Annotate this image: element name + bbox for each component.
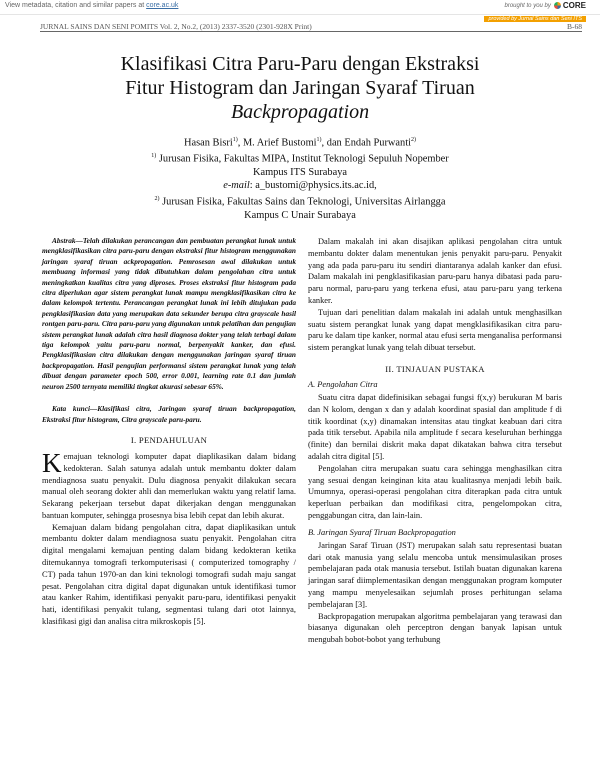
header-rule (40, 31, 582, 32)
email-address: : a_bustomi@physics.its.ac.id, (249, 180, 377, 192)
paper-title (40, 52, 560, 124)
intro-paragraph-1 (42, 447, 296, 522)
section-heading-tinjauan: II. TINJAUAN PUSTAKA (385, 363, 485, 374)
title-line-2: Fitur Histogram dan Jaringan Syaraf Tiruan (125, 77, 475, 99)
title-line-3 (40, 100, 560, 124)
running-head (40, 22, 582, 31)
core-banner (0, 0, 600, 15)
subsection-heading-b: B. Jaringan Syaraf Tiruan Backpropagation (308, 527, 456, 537)
author-names (40, 134, 560, 150)
author-2: , M. Arief Bustomi (237, 137, 317, 149)
author-1: Hasan Bisri (183, 137, 233, 149)
core-link[interactable]: core.ac.uk (146, 2, 179, 9)
email-line (40, 179, 560, 193)
provided-by-text[interactable]: provided by Jurnal Sains dan Seni ITS (484, 16, 586, 22)
author-3-sup: 2) (411, 137, 417, 143)
author-3: , dan Endah Purwanti (321, 137, 412, 149)
core-brought-text: brought to you by (504, 2, 551, 9)
right-paragraph-5: Jaringan Saraf Tiruan (JST) merupakan salah satu representasi buatan dari otak manusia yang selalu mencoba untuk mensimulasikan proses pembelajaran pada otak manusia tersebut. Istilah buatan digunakan karena jaringan saraf diimplementasikan dengan menggunakan program komputer yang mampu menyelesaikan sejumlah proses perhitungan selama pembelajaran [3]. (308, 540, 562, 609)
email-label: e-mail (223, 180, 250, 192)
drop-cap: K (42, 447, 62, 478)
section-heading-pendahuluan: I. PENDAHULUAN (130, 434, 208, 445)
affiliation-2-text: Jurusan Fisika, Fakultas Sains dan Teknologi, Universitas Airlangga (159, 196, 446, 208)
right-paragraph-1: Dalam makalah ini akan disajikan aplikasi pengolahan citra untuk membantu dokter dalam menentukan jenis penyakit paru-paru. Penyakit yang ada pada paru-paru itu sendiri diantaranya adalah kanker dan efusi. Dalam makalah ini pengklasifikasian paru-paru hanya dibatasi pada paru-paru normal, paru-paru yang terkena efusi, atau paru-paru yang terkena kanker. (308, 237, 562, 305)
author-2-sup: 1) (316, 137, 322, 143)
keywords: Kata kunci—Klasifikasi citra, Jaringan syaraf tiruan backpropagation, Ekstraksi fitur histogram, Citra grayscale paru-paru. (42, 404, 296, 424)
affiliation-1-campus: Kampus ITS Surabaya (252, 166, 348, 178)
core-logo[interactable] (554, 1, 586, 10)
page-number: B-68 (567, 22, 582, 31)
affiliation-1 (40, 150, 560, 166)
title-line-1: Klasifikasi Citra Paru-Paru dengan Ekstraksi (120, 53, 480, 75)
right-paragraph-4: Pengolahan citra merupakan suatu cara sehingga menghasilkan citra yang sesuai dengan keinginan kita atau kualitasnya menjadi lebih baik. Umumnya, operasi-operasi pengolahan citra diterapkan pada citra untuk keperluan perbaikan dan modifikasi citra, pengelompokan citra, penggabungan citra, dan lain-lain. (308, 463, 562, 520)
affiliation-1-sup: 1) (151, 152, 157, 159)
core-view-metadata (5, 2, 178, 9)
right-paragraph-2: Tujuan dari penelitian dalam makalah ini adalah untuk menghasilkan suatu sistem perangkat lunak yang dapat mengklasifikasikan citra paru-paru ke dalam tipe kanker, normal atau efusi serta menganalisa performansi sistem perangkat lunak yang telah dibuat tersebut. (308, 307, 562, 353)
author-block (40, 134, 560, 222)
affiliation-2-campus: Kampus C Unair Surabaya (244, 209, 356, 221)
intro-paragraph-1-text: emajuan teknologi komputer dapat diaplikasikan dalam bidang kedokteran. Salah satunya adalah untuk membantu dokter dalam mendiagnosa suatu penyakit. Dulu diagnosa penyakit dilakukan secara manual oleh seorang dokter ahli dan memerlukan waktu yang relatif lama. Sekarang pekerjaan tersebut dapat dikerjakan dengan menggunakan bantuan komputer, sehingga prosesnya bisa lebih cepat dan lebih akurat. (42, 451, 296, 520)
right-paragraph-3: Suatu citra dapat didefinisikan sebagai fungsi f(x,y) berukuran M baris dan N kolom, dengan x dan y adalah koordinat spasial dan amplitude f di titik koordinat (x,y) dinamakan intensitas atau tingkat keabuan dari citra pada titik tersebut. Apabila nila amplitude f secara keseluruhan berhingga (finite) dan bernilai diskrit maka dapat dikatakan bahwa citra tersebut adalah citra digital [5]. (308, 392, 562, 461)
core-logo-text: CORE (562, 1, 586, 10)
journal-citation: JURNAL SAINS DAN SENI POMITS Vol. 2, No.2, (2013) 2337-3520 (2301-928X Print) (40, 22, 312, 31)
subsection-heading-a: A. Pengolahan Citra (308, 379, 378, 389)
left-column (42, 236, 296, 628)
title-line-3-text: Backpropagation (230, 101, 370, 123)
core-view-text: View metadata, citation and similar papers at (5, 2, 145, 9)
core-brought-by (505, 1, 587, 10)
affiliation-2-sup: 2) (154, 195, 160, 202)
core-logo-icon (554, 2, 561, 9)
intro-paragraph-2: Kemajuan dalam bidang pengolahan citra, dapat diaplikasikan untuk membantu dokter dalam mendiagnosa suatu penyakit. Pengolahan citra digital mengalami kemajuan penting dalam bidang kedokteran ketika ditemukannya tomografi terkomputerisasi ( computerized tomography / CT) pada tahun 1970-an dan kini teknologi tomografi sudah maju sangat pesat. Pengolahan citra digital dapat digunakan untuk identifikasi tumor atau kanker Rahim, identifikasi penyakit paru-paru, identifikasi penyakit hati, identifikasi penyakit tulang, segmentasi tulang dari otot lainnya, klasifikasi gigi dan analisa citra mikroskopis [5]. (42, 522, 296, 627)
author-1-sup: 1) (232, 137, 238, 143)
abstract: Abstrak—Telah dilakukan perancangan dan pembuatan perangkat lunak untuk mengklasifikasikan citra paru-paru dengan ekstraksi fitur histogram menggunakan jaringan syaraf tiruan ackpropagation. Pemrosesan awal dilakukan untuk membuang informasi yang tidak dibutuhkan dalam pengolahan citra untuk meningkatkan kualitas citra yang diproses. Proses ekstraksi fitur histogram pada citra diperlukan agar sistem perangkat lunak mampu mengklasifikasikan citra ke dalam kelompok tertentu. Perancangan perangkat lunak ini lebih ditujukan pada pengklasifikasian data yang merupakan data sekunder berupa citra grayscale hasil rontgen paru-paru. Citra paru-paru yang digunakan untuk pelatihan dan pengujian sistem perangkat lunak adalah citra hasil diagnosa dokter yang telah terbagi dalam tiga kelompok yaitu paru-paru normal, berpenyakit kanker, dan efusi. Pengklasifikasian citra dilakukan dengan menggunakan jaringan syaraf tiruan backpropagation. Hasil pengujian performansi sistem perangkat lunak yang telah dibuat dengan parameter epoch 500, error 0.001, learning rate 0.1 dan jumlah neuron 2500 ternyata memiliki tingkat akurasi sebesar 65%. (42, 236, 296, 391)
right-column (308, 236, 562, 646)
affiliation-2 (40, 193, 560, 209)
right-paragraph-6: Backpropagation merupakan algoritma pembelajaran yang terawasi dan biasanya digunakan oleh perceptron dengan banyak lapisan untuk mengubah bobot-bobot yang terhubung (308, 611, 562, 645)
affiliation-1-text: Jurusan Fisika, Fakultas MIPA, Institut Teknologi Sepuluh Nopember (156, 153, 449, 165)
